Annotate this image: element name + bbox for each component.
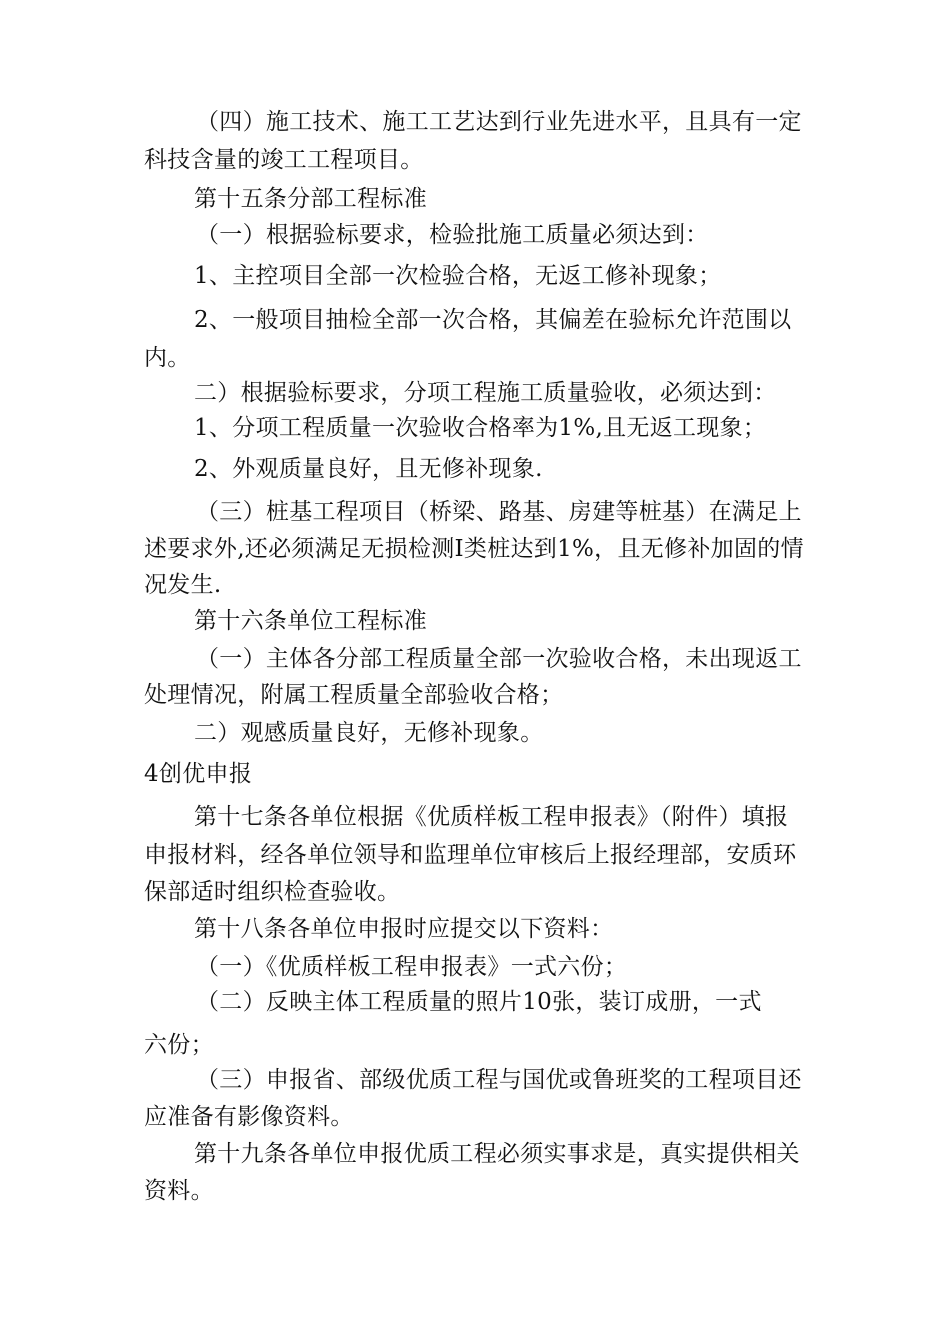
text-line: 况发生. <box>144 572 222 598</box>
section-heading: 第十九条各单位申报优质工程必须实事求是，真实提供相关 <box>194 1141 800 1167</box>
text-line: （一）根据验标要求，检验批施工质量必须达到： <box>196 222 709 248</box>
text-line: 2、外观质量良好，且无修补现象. <box>194 456 543 482</box>
text-line: 应准备有影像资料。 <box>144 1104 354 1130</box>
text-line: 二）观感质量良好，无修补现象。 <box>194 720 544 746</box>
text-line: 1、主控项目全部一次检验合格，无返工修补现象； <box>194 263 722 289</box>
section-heading: 第十五条分部工程标准 <box>194 186 427 212</box>
text-line: 第十七条各单位根据《优质样板工程申报表》（附件）填报 <box>194 804 789 830</box>
text-line: 科技含量的竣工工程项目。 <box>144 147 424 173</box>
text-line: 内。 <box>144 345 191 371</box>
text-line: （三）申报省、部级优质工程与国优或鲁班奖的工程项目还 <box>196 1067 802 1093</box>
section-heading: 第十八条各单位申报时应提交以下资料： <box>194 916 614 942</box>
text-line: （一）《优质样板工程申报表》一式六份； <box>196 954 628 980</box>
text-line: （三）桩基工程项目（桥梁、路基、房建等桩基）在满足上 <box>196 499 802 525</box>
text-line: 2、一般项目抽检全部一次合格，其偏差在验标允许范围以 <box>194 307 792 333</box>
text-line: 保部适时组织检查验收。 <box>144 879 401 905</box>
text-line: 1、分项工程质量一次验收合格率为1%,且无返工现象； <box>194 415 767 441</box>
text-line: （一）主体各分部工程质量全部一次验收合格，未出现返工 <box>196 646 802 672</box>
text-line: 申报材料，经各单位领导和监理单位审核后上报经理部，安质环 <box>144 842 797 868</box>
text-line: 资料。 <box>144 1178 214 1204</box>
section-heading: 第十六条单位工程标准 <box>194 608 427 634</box>
text-line: 述要求外,还必须满足无损检测I类桩达到1%，且无修补加固的情 <box>144 536 804 562</box>
text-line: 二）根据验标要求，分项工程施工质量验收，必须达到： <box>194 380 777 406</box>
text-line: 处理情况，附属工程质量全部验收合格； <box>144 682 564 708</box>
text-line: （四）施工技术、施工工艺达到行业先进水平，且具有一定 <box>196 109 802 135</box>
text-line: 六份； <box>144 1032 214 1058</box>
text-line: （二）反映主体工程质量的照片10张，装订成册，一式 <box>196 989 762 1015</box>
chapter-heading: 4创优申报 <box>144 761 253 787</box>
